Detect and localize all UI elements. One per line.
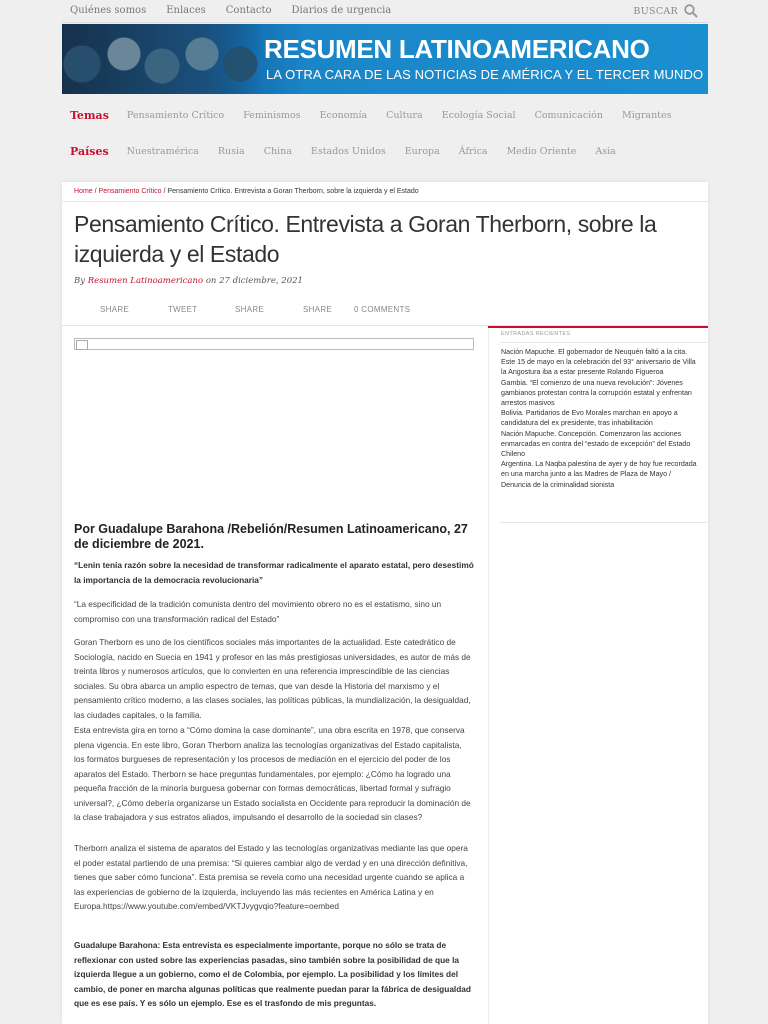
top-nav [70, 5, 411, 16]
topnav-link-enlaces[interactable]: Enlaces [166, 5, 206, 16]
temas-item-economia[interactable]: Economía [319, 109, 368, 121]
divider [500, 522, 707, 523]
temas-item-ecologia-social[interactable]: Ecología Social [441, 109, 516, 121]
paises-item-rusia[interactable]: Rusia [217, 145, 245, 157]
temas-item-cultura[interactable]: Cultura [386, 109, 423, 121]
sidebar-divider [488, 328, 489, 1024]
share-button[interactable]: SHARE [235, 304, 265, 314]
paises-item-africa[interactable]: África [458, 145, 488, 157]
article-paragraph: Esta entrevista gira en torno a “Cómo domina la case dominante”, una obra escrita en 1978, que conserva plena vigencia. En este libro, Goran Therborn analiza las tecnologías organizativas del Estado capitalista, los formatos burgueses de representación y los procesos de mediación en el ejercicio del poder de los aparatos del Estado. Therborn se hace preguntas fundamentales, por ejemplo: ¿Cómo ha logrado una pequeña fracción de la minoría burguesa gobernar con formas democráticas, libertad formal y sufragio universal?, ¿Cómo debería organizarse un Estado socialista en Occidente para reproducir la dominación de la clase trabajadora y sus estratos aliados, impulsando el desarrollo de la sociedad sin clases? [74, 725, 471, 822]
search-icon [684, 4, 698, 18]
divider [500, 342, 707, 343]
temas-item-comunicacion[interactable]: Comunicación [534, 109, 604, 121]
article-paragraph: Therborn analiza el sistema de aparatos del Estado y las tecnologías organizativas mediante las que opera el poder estatal partiendo de una premisa: “Si quieres cambiar algo de verdad y en una dirección definitiva, tienes que saber cómo funciona”. Esta premisa se revela como una necesidad urgente cuando se aplica a las experiencias de gobierno de la izquierda, incluyendo las más recientes en América Latina y en Europa.https://www.youtube.com/embed/VKTJvygvqio?feature=oembed [74, 843, 468, 911]
site-title: RESUMEN LATINOAMERICANO [264, 34, 650, 64]
article-byline-heading: Por Guadalupe Barahona /Rebelión/Resumen Latinoamericano, 27 de diciembre de 2021. [74, 522, 468, 551]
comments-link[interactable]: 0 COMMENTS [354, 304, 411, 314]
breadcrumb-home[interactable]: Home [74, 188, 93, 195]
article-paragraph: “Lenin tenía razón sobre la necesidad de transformar radicalmente el aparato estatal, pero desestimó la importancia de la democracia revolucionaria” [74, 560, 474, 585]
site-tagline: LA OTRA CARA DE LAS NOTICIAS DE AMÉRICA Y EL TERCER MUNDO [266, 67, 704, 82]
banner-collage-image [62, 24, 262, 94]
share-button[interactable]: SHARE [303, 304, 333, 314]
search-button[interactable] [633, 4, 698, 18]
recent-post-link[interactable]: Bolivia. Partidarios de Evo Morales marchan en apoyo a candidatura del ex presidente, tras inhabilitación [501, 409, 678, 428]
topnav-link-quienes-somos[interactable]: Quiénes somos [70, 5, 147, 16]
temas-label: Temas [70, 108, 109, 122]
article-paragraph: Goran Therborn es uno de los científicos sociales más importantes de la actualidad. Este catedrático de Sociología, nacido en Suecia en 1941 y profesor en las más prestigiosas universidades, es autor de más de treinta libros y numerosos artículos, que lo convierten en una referencia imprescindible de las ciencias sociales. Su obra abarca un amplio espectro de temas, que van desde la Historia del marxismo y el pensamiento crítico moderno, a las clases sociales, las políticas públicas, la mundialización, la desigualdad, las ciudades capitales, o la familia. [74, 637, 471, 720]
temas-item-feminismos[interactable]: Feminismos [243, 109, 301, 121]
byline-by: By [74, 276, 86, 286]
article-title: Pensamiento Crítico. Entrevista a Goran Therborn, sobre la izquierda y el Estado [74, 211, 657, 267]
article-panel [62, 182, 708, 1024]
breadcrumb-separator: / [92, 188, 99, 195]
breadcrumb [74, 188, 419, 195]
topnav-link-diarios[interactable]: Diarios de urgencia [291, 5, 392, 16]
topnav-link-contacto[interactable]: Contacto [225, 5, 272, 16]
share-bar [62, 294, 708, 324]
tweet-button[interactable]: TWEET [168, 304, 198, 314]
temas-item-pensamiento-critico[interactable]: Pensamiento Crítico [126, 109, 225, 121]
article-image-placeholder [74, 338, 474, 350]
paises-item-medio-oriente[interactable]: Medio Oriente [506, 145, 577, 157]
temas-menu [62, 100, 708, 130]
article-paragraph: Guadalupe Barahona: Esta entrevista es especialmente importante, porque no sólo se trata de reflexionar con usted sobre las experiencias pasadas, sino también sobre la posibilidad de que la izquierda llegue a un gobierno, como el de Colombia, por ejemplo. La posibilidad y los límites del cambio, de poner en marcha algunas políticas que realmente puedan parar la fábrica de desigualdad que es ese país. Y es sólo un ejemplo. Ese es el trasfondo de mis preguntas. [74, 940, 471, 1008]
recent-post-link[interactable]: Nación Mapuche. Concepción. Comenzaron las acciones enmarcadas en contra del “estado de excepción” del Estado Chileno [501, 429, 691, 459]
sidebar-accent-line [488, 326, 708, 328]
search-label: BUSCAR [633, 5, 678, 17]
paises-label: Países [70, 144, 109, 158]
paises-item-asia[interactable]: Asia [595, 145, 616, 157]
recent-posts-title: ENTRADAS RECIENTES [501, 331, 571, 337]
divider [62, 201, 708, 202]
top-utility-bar [0, 0, 768, 24]
recent-posts-list [501, 347, 699, 490]
article-byline [74, 276, 303, 286]
recent-post-link[interactable]: Argentina. La Naqba palestina de ayer y de hoy fue recordada en una marcha junto a las Madres de Plaza de Mayo / Denuncia de la criminalidad sionista [501, 460, 697, 489]
breadcrumb-section[interactable]: Pensamiento Crítico [98, 188, 162, 195]
recent-post-link[interactable]: Gambia. “El comienzo de una nueva revolución”: Jóvenes gambianos protestan contra la corrupción estatal y enfrentan arrestos masivos [501, 378, 692, 408]
temas-item-migrantes[interactable]: Migrantes [622, 109, 672, 121]
divider [62, 22, 708, 23]
article-paragraph: “La especificidad de la tradición comunista dentro del movimiento obrero no es el estatismo, sino un compromiso con una transformación radical del Estado” [74, 599, 442, 624]
paises-item-europa[interactable]: Europa [404, 145, 440, 157]
recent-post-link[interactable]: Nación Mapuche. El gobernador de Neuquén faltó a la cita. Este 15 de mayo en la celebración del 93° aniversario de Villa la Angostura iba a estar presente Rolando Figueroa [501, 348, 696, 377]
paises-item-estados-unidos[interactable]: Estados Unidos [310, 145, 386, 157]
paises-item-china[interactable]: China [263, 145, 292, 157]
breadcrumb-current: Pensamiento Crítico. Entrevista a Goran Therborn, sobre la izquierda y el Estado [167, 188, 419, 195]
byline-author-link[interactable]: Resumen Latinoamericano [87, 276, 204, 286]
share-facebook-button[interactable]: SHARE [100, 304, 130, 314]
paises-item-nuestramerica[interactable]: Nuestramérica [126, 145, 199, 157]
byline-date: on 27 diciembre, 2021 [205, 276, 303, 286]
site-banner[interactable] [62, 24, 708, 94]
breadcrumb-separator: / [161, 188, 168, 195]
paises-menu [62, 136, 708, 166]
